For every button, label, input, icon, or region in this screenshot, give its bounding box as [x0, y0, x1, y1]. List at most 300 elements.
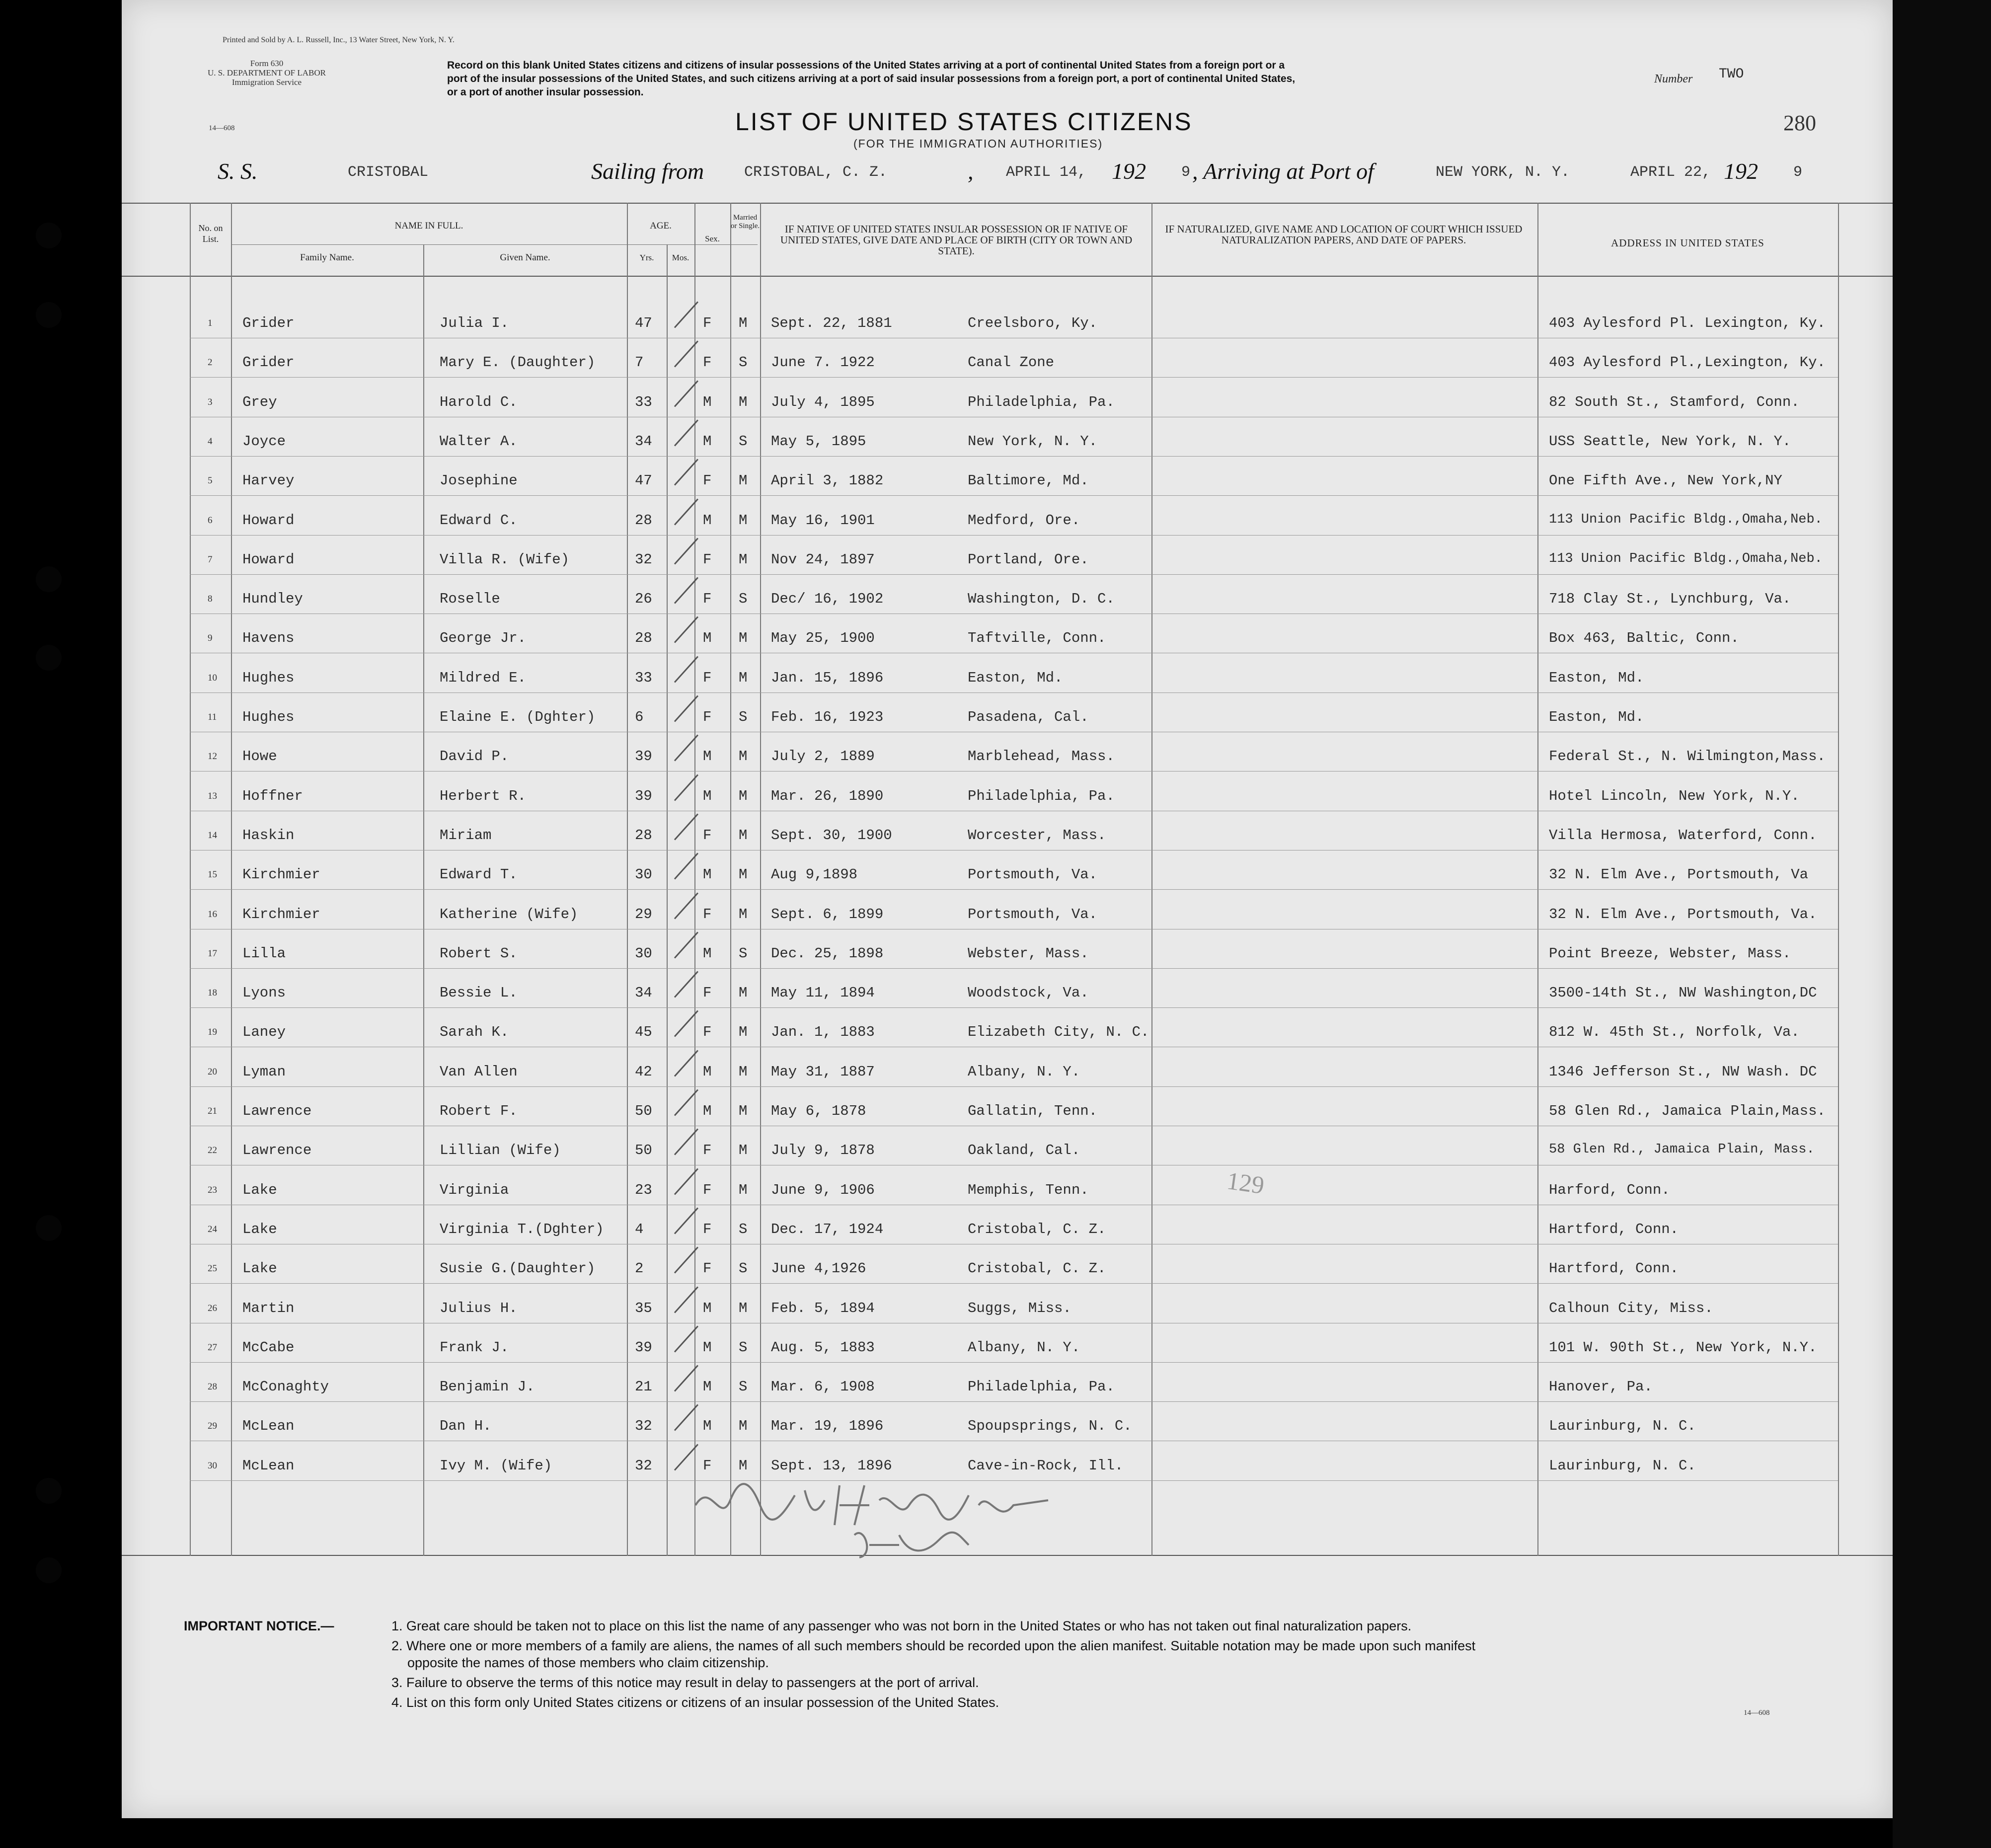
family-name: Grider [242, 315, 295, 331]
row-number: 10 [208, 673, 217, 683]
printer-line: Printed and Sold by A. L. Russell, Inc., 13 Water Street, New York, N. Y. [223, 36, 455, 44]
age-years: 6 [635, 709, 644, 725]
marital-status: S [739, 1339, 748, 1356]
number-label: Number [1654, 73, 1693, 85]
family-name: Martin [242, 1300, 295, 1316]
marital-status: M [739, 670, 748, 686]
col-yrs: Yrs. [639, 253, 654, 262]
family-name: Hundley [242, 591, 303, 607]
sex: F [703, 551, 712, 568]
birth-place: Easton, Md. [968, 670, 1063, 686]
row-number: 29 [208, 1421, 217, 1431]
marital-status: M [739, 1142, 748, 1158]
birth-date: Sept. 22, 1881 [771, 315, 892, 331]
birth-date: Dec. 25, 1898 [771, 945, 884, 962]
us-address: Laurinburg, N. C. [1549, 1458, 1696, 1474]
department-name: U. S. DEPARTMENT OF LABOR [208, 68, 326, 77]
given-name: Robert S. [440, 945, 518, 962]
given-name: Villa R. (Wife) [440, 551, 570, 568]
birth-place: Albany, N. Y. [968, 1339, 1080, 1356]
us-address: Point Breeze, Webster, Mass. [1549, 945, 1791, 962]
birth-place: Cave-in-Rock, Ill. [968, 1458, 1124, 1474]
header-subrule [231, 244, 758, 245]
us-address: 718 Clay St., Lynchburg, Va. [1549, 591, 1791, 607]
birth-place: Philadelphia, Pa. [968, 1379, 1115, 1395]
table-header-rule [122, 276, 1893, 277]
birth-date: Aug. 5, 1883 [771, 1339, 875, 1356]
birth-place: Oakland, Cal. [968, 1142, 1080, 1158]
given-name: Mary E. (Daughter) [440, 354, 596, 371]
birth-date: May 6, 1878 [771, 1103, 866, 1119]
row-rule [190, 535, 1838, 536]
col-rule [627, 203, 628, 1556]
page-number: 280 [1783, 111, 1816, 135]
given-name: Van Allen [440, 1064, 518, 1080]
row-number: 24 [208, 1224, 217, 1234]
marital-status: S [739, 433, 748, 450]
given-name: Miriam [440, 827, 492, 844]
punch-hole [36, 645, 62, 671]
us-address: Calhoun City, Miss. [1549, 1300, 1713, 1316]
age-years: 28 [635, 630, 652, 646]
given-name: Virginia T.(Dghter) [440, 1221, 604, 1237]
sailing-from: CRISTOBAL, C. Z. [744, 164, 888, 181]
marital-status: M [739, 512, 748, 529]
us-address: 58 Glen Rd., Jamaica Plain,Mass. [1549, 1103, 1826, 1119]
us-address: 32 N. Elm Ave., Portsmouth, Va [1549, 866, 1809, 883]
row-number: 7 [208, 554, 213, 565]
ship-name: CRISTOBAL [348, 164, 429, 181]
age-years: 42 [635, 1064, 652, 1080]
row-number: 23 [208, 1185, 217, 1195]
row-number: 26 [208, 1303, 217, 1313]
us-address: Harford, Conn. [1549, 1182, 1670, 1198]
family-name: Lawrence [242, 1142, 312, 1158]
col-rule [1537, 203, 1538, 1556]
given-name: Katherine (Wife) [440, 906, 578, 923]
sex: F [703, 1260, 712, 1277]
punch-hole [36, 302, 62, 328]
birth-place: Creelsboro, Ky. [968, 315, 1098, 331]
given-name: George Jr. [440, 630, 527, 646]
marital-status: M [739, 1024, 748, 1040]
us-address: Box 463, Baltic, Conn. [1549, 630, 1739, 646]
us-address: Laurinburg, N. C. [1549, 1418, 1696, 1434]
marital-status: M [739, 748, 748, 765]
row-number: 30 [208, 1461, 217, 1471]
age-years: 30 [635, 866, 652, 883]
col-rule [423, 244, 424, 1556]
us-address: 403 Aylesford Pl.,Lexington, Ky. [1549, 354, 1826, 371]
age-years: 33 [635, 394, 652, 410]
age-years: 50 [635, 1142, 652, 1158]
col-rule [730, 203, 731, 1556]
age-years: 50 [635, 1103, 652, 1119]
arrival-port: NEW YORK, N. Y. [1436, 164, 1570, 181]
sex: F [703, 1024, 712, 1040]
arrive-year: 9 [1793, 164, 1803, 181]
sailing-label: Sailing from [591, 158, 704, 184]
family-name: McConaghty [242, 1379, 329, 1395]
birth-date: July 4, 1895 [771, 394, 875, 410]
us-address: Easton, Md. [1549, 709, 1644, 725]
given-name: Elaine E. (Dghter) [440, 709, 596, 725]
col-rule [760, 203, 761, 1556]
sex: F [703, 1142, 712, 1158]
age-years: 7 [635, 354, 644, 371]
marital-status: M [739, 788, 748, 804]
birth-date: Jan. 15, 1896 [771, 670, 884, 686]
row-number: 1 [208, 318, 213, 328]
age-years: 32 [635, 1458, 652, 1474]
birth-place: Albany, N. Y. [968, 1064, 1080, 1080]
given-name: Robert F. [440, 1103, 518, 1119]
family-name: McLean [242, 1418, 295, 1434]
birth-place: Spoupsprings, N. C. [968, 1418, 1132, 1434]
marital-status: M [739, 394, 748, 410]
birth-date: Sept. 6, 1899 [771, 906, 884, 923]
us-address: Villa Hermosa, Waterford, Conn. [1549, 827, 1817, 844]
marital-status: M [739, 1182, 748, 1198]
col-rule [1838, 203, 1839, 1556]
sex: F [703, 472, 712, 489]
sex: F [703, 354, 712, 371]
row-rule [190, 1401, 1838, 1402]
sail-date: APRIL 14, [1006, 164, 1087, 181]
notice-item-4: 4. List on this form only United States citizens or citizens of an insular possession of the United States. [391, 1695, 999, 1710]
birth-date: Sept. 30, 1900 [771, 827, 892, 844]
sex: F [703, 670, 712, 686]
given-name: Dan H. [440, 1418, 492, 1434]
age-years: 23 [635, 1182, 652, 1198]
col-naturalized: IF NATURALIZED, GIVE NAME AND LOCATION OF COURT WHICH ISSUED NATURALIZATION PAPERS, AND DATE OF PAPERS. [1165, 223, 1523, 246]
marital-status: M [739, 1064, 748, 1080]
given-name: Julius H. [440, 1300, 518, 1316]
row-rule [190, 1283, 1838, 1284]
given-name: Edward C. [440, 512, 518, 529]
family-name: Lake [242, 1221, 277, 1237]
age-years: 39 [635, 788, 652, 804]
row-number: 4 [208, 436, 213, 447]
given-name: Josephine [440, 472, 518, 489]
marital-status: M [739, 315, 748, 331]
row-number: 21 [208, 1106, 217, 1116]
given-name: Benjamin J. [440, 1379, 535, 1395]
row-number: 13 [208, 791, 217, 801]
us-address: 113 Union Pacific Bldg.,Omaha,Neb. [1549, 512, 1823, 527]
given-name: Herbert R. [440, 788, 527, 804]
marital-status: S [739, 1221, 748, 1237]
us-address: Hanover, Pa. [1549, 1379, 1653, 1395]
col-address: ADDRESS IN UNITED STATES [1611, 237, 1764, 249]
marital-status: M [739, 866, 748, 883]
birth-date: May 5, 1895 [771, 433, 866, 450]
given-name: Bessie L. [440, 985, 518, 1001]
given-name: Walter A. [440, 433, 518, 450]
instruction-line: port of the insular possessions of the United States, and such citizens arriving at a port of said insular possessions from a foreign port, a port of continental United States, [447, 73, 1296, 84]
sex: F [703, 591, 712, 607]
given-name: Lillian (Wife) [440, 1142, 561, 1158]
sex: M [703, 1103, 712, 1119]
marital-status: M [739, 827, 748, 844]
age-years: 33 [635, 670, 652, 686]
age-years: 47 [635, 315, 652, 331]
birth-place: Portsmouth, Va. [968, 866, 1098, 883]
row-rule [190, 1362, 1838, 1363]
col-rule [190, 203, 191, 1556]
family-name: Hoffner [242, 788, 303, 804]
arrive-date: APRIL 22, [1630, 164, 1711, 181]
instruction-line: or a port of another insular possession. [447, 86, 644, 98]
age-years: 2 [635, 1260, 644, 1277]
row-number: 6 [208, 515, 213, 526]
birth-date: June 9, 1906 [771, 1182, 875, 1198]
sex: F [703, 315, 712, 331]
row-number: 25 [208, 1263, 217, 1274]
row-rule [190, 456, 1838, 457]
family-name: Laney [242, 1024, 286, 1040]
inspector-signature [690, 1470, 1078, 1562]
family-name: Lake [242, 1182, 277, 1198]
given-name: Mildred E. [440, 670, 527, 686]
age-years: 39 [635, 1339, 652, 1356]
marital-status: S [739, 1260, 748, 1277]
given-name: Roselle [440, 591, 500, 607]
row-number: 11 [208, 712, 217, 722]
row-number: 20 [208, 1067, 217, 1077]
marital-status: M [739, 551, 748, 568]
birth-place: Portland, Ore. [968, 551, 1089, 568]
age-years: 32 [635, 551, 652, 568]
sex: M [703, 1064, 712, 1080]
sail-year: 9 [1181, 164, 1191, 181]
birth-date: May 16, 1901 [771, 512, 875, 529]
row-rule [190, 1007, 1838, 1008]
form-code: 14—608 [209, 124, 235, 132]
birth-date: Aug 9,1898 [771, 866, 858, 883]
family-name: Hughes [242, 670, 295, 686]
birth-date: May 11, 1894 [771, 985, 875, 1001]
birth-date: July 9, 1878 [771, 1142, 875, 1158]
service-name: Immigration Service [231, 77, 302, 87]
age-years: 4 [635, 1221, 644, 1237]
sex: F [703, 709, 712, 725]
birth-place: Cristobal, C. Z. [968, 1221, 1106, 1237]
us-address: 82 South St., Stamford, Conn. [1549, 394, 1800, 410]
notice-item-2-cont: opposite the names of those members who claim citizenship. [407, 1655, 769, 1670]
footer-form-code: 14—608 [1744, 1709, 1770, 1717]
row-number: 8 [208, 594, 213, 604]
instruction-line: Record on this blank United States citizens and citizens of insular possessions of the United States arriving at a port of continental United States from a foreign port or a [447, 60, 1285, 71]
punch-hole [36, 223, 62, 248]
family-name: Lawrence [242, 1103, 312, 1119]
row-number: 12 [208, 751, 217, 762]
notice-item-2: 2. Where one or more members of a family are aliens, the names of all such members should be recorded upon the alien manifest. Suitable notation may be made upon such manifest [391, 1638, 1476, 1653]
marital-status: M [739, 1458, 748, 1474]
form-number: Form 630 [250, 59, 284, 68]
family-name: Harvey [242, 472, 295, 489]
birth-date: July 2, 1889 [771, 748, 875, 765]
family-name: Hughes [242, 709, 295, 725]
marital-status: M [739, 1300, 748, 1316]
sex: M [703, 748, 712, 765]
row-number: 28 [208, 1382, 217, 1392]
marital-status: M [739, 630, 748, 646]
us-address: Hotel Lincoln, New York, N.Y. [1549, 788, 1800, 804]
birth-date: Sept. 13, 1896 [771, 1458, 892, 1474]
birth-date: April 3, 1882 [771, 472, 884, 489]
notice-head: IMPORTANT NOTICE.— [184, 1618, 334, 1633]
marital-status: M [739, 1418, 748, 1434]
birth-place: Gallatin, Tenn. [968, 1103, 1098, 1119]
row-rule [190, 968, 1838, 969]
col-name-in-full: NAME IN FULL. [394, 221, 463, 231]
col-family: Family Name. [300, 252, 354, 263]
us-address: 58 Glen Rd., Jamaica Plain, Mass. [1549, 1142, 1815, 1157]
sex: M [703, 394, 712, 410]
marital-status: M [739, 1103, 748, 1119]
given-name: Sarah K. [440, 1024, 509, 1040]
col-given: Given Name. [500, 252, 550, 263]
punch-hole [36, 566, 62, 592]
sex: M [703, 945, 712, 962]
birth-place: Suggs, Miss. [968, 1300, 1072, 1316]
family-name: Lyons [242, 985, 286, 1001]
notice-item-3: 3. Failure to observe the terms of this notice may result in delay to passengers at the port of arrival. [391, 1675, 979, 1690]
sex: F [703, 906, 712, 923]
sex: M [703, 1379, 712, 1395]
sex: F [703, 985, 712, 1001]
marital-status: S [739, 709, 748, 725]
birth-place: New York, N. Y. [968, 433, 1098, 450]
row-number: 19 [208, 1027, 217, 1037]
us-address: Hartford, Conn. [1549, 1221, 1679, 1237]
ss-label: S. S. [218, 158, 258, 184]
punch-hole [36, 1215, 62, 1241]
sex: M [703, 1418, 712, 1434]
row-number: 27 [208, 1342, 217, 1353]
us-address: 403 Aylesford Pl. Lexington, Ky. [1549, 315, 1826, 331]
col-age: AGE. [650, 221, 672, 231]
age-years: 30 [635, 945, 652, 962]
family-name: McLean [242, 1458, 295, 1474]
birth-place: Taftville, Conn. [968, 630, 1106, 646]
birth-date: Jan. 1, 1883 [771, 1024, 875, 1040]
birth-date: May 31, 1887 [771, 1064, 875, 1080]
row-number: 9 [208, 633, 213, 643]
us-address: One Fifth Ave., New York,NY [1549, 472, 1782, 489]
family-name: Grider [242, 354, 295, 371]
sex: M [703, 433, 712, 450]
table-top-rule [122, 203, 1893, 204]
row-rule [190, 574, 1838, 575]
birth-place: Elizabeth City, N. C. [968, 1024, 1149, 1040]
family-name: Havens [242, 630, 295, 646]
age-years: 29 [635, 906, 652, 923]
marital-status: M [739, 472, 748, 489]
us-address: 32 N. Elm Ave., Portsmouth, Va. [1549, 906, 1817, 923]
form-block [185, 59, 349, 87]
birth-date: Dec/ 16, 1902 [771, 591, 884, 607]
given-name: Virginia [440, 1182, 509, 1198]
us-address: Hartford, Conn. [1549, 1260, 1679, 1277]
sex: F [703, 1458, 712, 1474]
birth-date: June 4,1926 [771, 1260, 866, 1277]
birth-place: Pasadena, Cal. [968, 709, 1089, 725]
sex: M [703, 866, 712, 883]
birth-date: Dec. 17, 1924 [771, 1221, 884, 1237]
birth-place: Woodstock, Va. [968, 985, 1089, 1001]
birth-place: Webster, Mass. [968, 945, 1089, 962]
row-rule [190, 377, 1838, 378]
birth-date: Feb. 5, 1894 [771, 1300, 875, 1316]
age-years: 26 [635, 591, 652, 607]
given-name: David P. [440, 748, 509, 765]
family-name: McCabe [242, 1339, 295, 1356]
sex: F [703, 1182, 712, 1198]
scan-background-edge [1893, 0, 1991, 1848]
row-number: 14 [208, 830, 217, 841]
sex: M [703, 1300, 712, 1316]
sex: M [703, 512, 712, 529]
us-address: USS Seattle, New York, N. Y. [1549, 433, 1791, 450]
col-sex: Sex. [705, 234, 720, 243]
col-rule [1151, 203, 1152, 1556]
us-address: 812 W. 45th St., Norfolk, Va. [1549, 1024, 1800, 1040]
col-rule [694, 203, 695, 1556]
family-name: Lake [242, 1260, 277, 1277]
birth-date: Mar. 6, 1908 [771, 1379, 875, 1395]
row-rule [190, 1086, 1838, 1087]
col-married: Married or Single. [730, 214, 760, 230]
birth-place: Cristobal, C. Z. [968, 1260, 1106, 1277]
family-name: Joyce [242, 433, 286, 450]
sex: M [703, 1339, 712, 1356]
marital-status: S [739, 945, 748, 962]
sex: F [703, 827, 712, 844]
col-mos: Mos. [672, 253, 689, 262]
birth-place: Marblehead, Mass. [968, 748, 1115, 765]
sex: M [703, 630, 712, 646]
us-address: 113 Union Pacific Bldg.,Omaha,Neb. [1549, 551, 1823, 566]
col-birth: IF NATIVE OF UNITED STATES INSULAR POSSESSION OR IF NATIVE OF UNITED STATES, GIVE DATE AND PLACE OF BIRTH (CITY OR TOWN AND STATE). [780, 223, 1133, 257]
birth-place: Washington, D. C. [968, 591, 1115, 607]
age-years: 39 [635, 748, 652, 765]
age-years: 45 [635, 1024, 652, 1040]
given-name: Susie G.(Daughter) [440, 1260, 596, 1277]
us-address: Federal St., N. Wilmington,Mass. [1549, 748, 1826, 765]
birth-date: May 25, 1900 [771, 630, 875, 646]
instructions [447, 59, 1295, 99]
birth-place: Baltimore, Md. [968, 472, 1089, 489]
family-name: Kirchmier [242, 866, 320, 883]
us-address: 1346 Jefferson St., NW Wash. DC [1549, 1064, 1817, 1080]
marital-status: S [739, 354, 748, 371]
arriving-label: , Arriving at Port of [1192, 158, 1374, 184]
birth-place: Philadelphia, Pa. [968, 394, 1115, 410]
age-years: 28 [635, 512, 652, 529]
punch-hole [36, 1557, 62, 1583]
family-name: Lilla [242, 945, 286, 962]
row-rule [190, 495, 1838, 496]
signature-image [690, 1470, 1078, 1560]
us-address: 101 W. 90th St., New York, N.Y. [1549, 1339, 1817, 1356]
age-years: 34 [635, 985, 652, 1001]
row-number: 2 [208, 357, 213, 368]
year-prefix-2: 192 [1724, 158, 1758, 184]
page-title: LIST OF UNITED STATES CITIZENS [735, 108, 1193, 136]
row-number: 18 [208, 988, 217, 998]
